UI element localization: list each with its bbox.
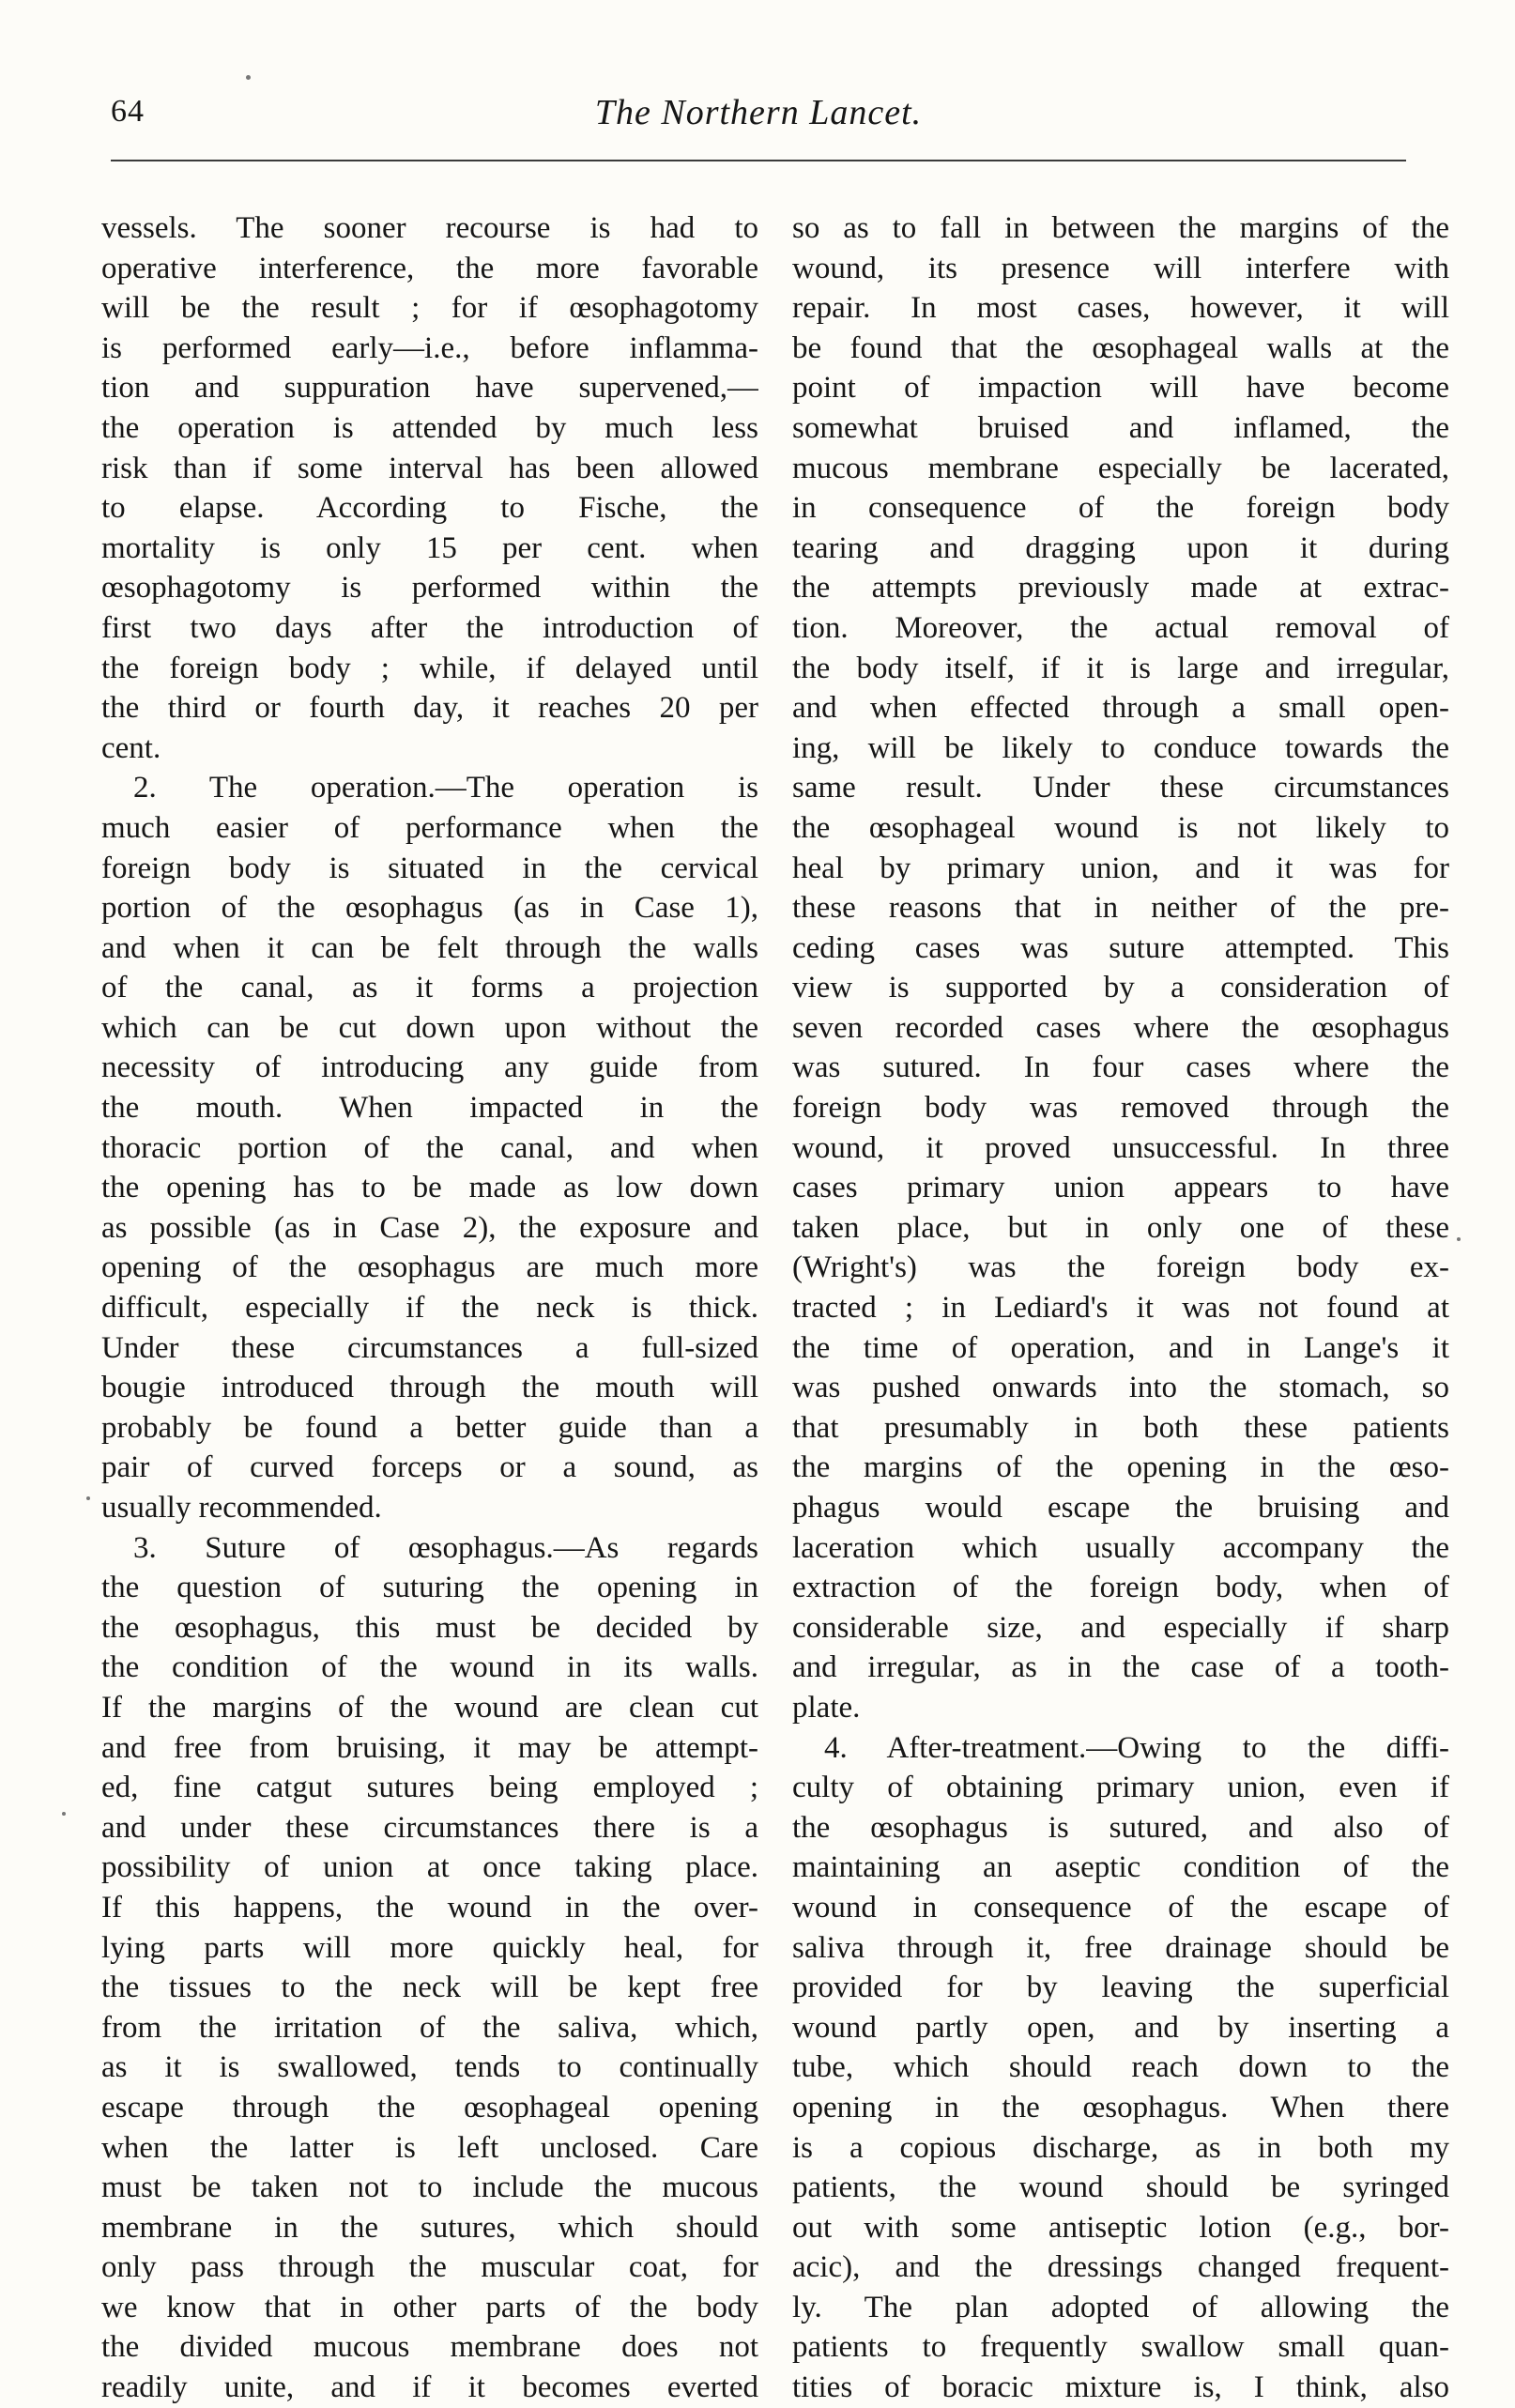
text-line: the opening has to be made as low down — [101, 1171, 758, 1205]
text-line: foreign body was removed through the — [792, 1091, 1449, 1126]
text-line: possibility of union at once taking place. — [101, 1850, 758, 1885]
text-line: first two days after the introduction of — [101, 610, 758, 645]
text-line: opening in the œsophagus. When there — [792, 2090, 1449, 2124]
text-line: when the latter is left unclosed. Care — [101, 2130, 758, 2165]
text-line: and under these circumstances there is a — [101, 1810, 758, 1845]
text-line: was pushed onwards into the stomach, so — [792, 1371, 1449, 1405]
text-line: risk than if some interval has been allowed — [101, 451, 758, 485]
text-line: the time of operation, and in Lange's it — [792, 1330, 1449, 1365]
page-number: 64 — [111, 94, 145, 129]
text-line: saliva through it, free drainage should be — [792, 1930, 1449, 1965]
text-line: is performed early—i.e., before inflamma- — [101, 330, 758, 365]
print-speck — [62, 1812, 66, 1816]
text-line: cent. — [101, 730, 161, 765]
text-line: membrane in the sutures, which should — [101, 2210, 758, 2245]
text-line: 4. After-treatment.—Owing to the diffi- — [824, 1730, 1449, 1765]
text-line: the œsophageal wound is not likely to — [792, 810, 1449, 845]
right-column — [792, 208, 1449, 2408]
text-line: extraction of the foreign body, when of — [792, 1571, 1449, 1605]
text-line: opening of the œsophagus are much more — [101, 1250, 758, 1285]
text-line: acic), and the dressings changed frequent- — [792, 2250, 1449, 2285]
text-line: the margins of the opening in the œso- — [792, 1450, 1449, 1485]
text-line: the mouth. When impacted in the — [101, 1091, 758, 1126]
text-line: phagus would escape the bruising and — [792, 1491, 1449, 1525]
text-line: that presumably in both these patients — [792, 1410, 1449, 1445]
text-line: necessity of introducing any guide from — [101, 1051, 758, 1085]
text-line: as possible (as in Case 2), the exposure and — [101, 1210, 758, 1245]
text-line: difficult, especially if the neck is thick. — [101, 1291, 758, 1326]
text-line: of the canal, as it forms a projection — [101, 971, 758, 1005]
text-line: laceration which usually accompany the — [792, 1530, 1449, 1565]
text-line: Under these circumstances a full-sized — [101, 1330, 758, 1365]
text-line: ing, will be likely to conduce towards the — [792, 730, 1449, 765]
text-line: mortality is only 15 per cent. when — [101, 530, 758, 565]
text-line: same result. Under these circumstances — [792, 771, 1449, 805]
text-line: the divided mucous membrane does not — [101, 2330, 758, 2365]
text-line: out with some antiseptic lotion (e.g., bor- — [792, 2210, 1449, 2245]
text-line: the operation is attended by much less — [101, 410, 758, 445]
text-line: the tissues to the neck will be kept free — [101, 1971, 758, 2005]
text-line: escape through the œsophageal opening — [101, 2090, 758, 2124]
text-line: wound in consequence of the escape of — [792, 1890, 1449, 1925]
text-line: somewhat bruised and inflamed, the — [792, 410, 1449, 445]
text-line: 3. Suture of œsophagus.—As regards — [133, 1530, 758, 1565]
text-line: so as to fall in between the margins of the — [792, 211, 1449, 245]
text-line: the condition of the wound in its walls. — [101, 1650, 758, 1685]
text-line: ly. The plan adopted of allowing the — [792, 2290, 1449, 2324]
text-line: lying parts will more quickly heal, for — [101, 1930, 758, 1965]
print-speck — [246, 75, 251, 80]
text-line: considerable size, and especially if sharp — [792, 1610, 1449, 1645]
text-line: vessels. The sooner recourse is had to — [101, 211, 758, 245]
header-rule — [111, 160, 1406, 161]
text-line: culty of obtaining primary union, even if — [792, 1771, 1449, 1805]
text-line: usually recommended. — [101, 1491, 382, 1525]
text-line: foreign body is situated in the cervical — [101, 851, 758, 885]
text-line: in consequence of the foreign body — [792, 491, 1449, 526]
text-line: thoracic portion of the canal, and when — [101, 1130, 758, 1165]
print-speck — [86, 1496, 90, 1500]
text-line: the attempts previously made at extrac- — [792, 571, 1449, 606]
text-line: we know that in other parts of the body — [101, 2290, 758, 2324]
text-line: portion of the œsophagus (as in Case 1), — [101, 891, 758, 926]
text-line: the third or fourth day, it reaches 20 per — [101, 691, 758, 726]
text-line: tities of boracic mixture is, I think, also — [792, 2370, 1449, 2405]
text-line: view is supported by a consideration of — [792, 971, 1449, 1005]
text-line: as it is swallowed, tends to continually — [101, 2050, 758, 2085]
text-line: (Wright's) was the foreign body ex- — [792, 1250, 1449, 1285]
text-line: and free from bruising, it may be attempt- — [101, 1730, 758, 1765]
text-line: probably be found a better guide than a — [101, 1410, 758, 1445]
text-line: and irregular, as in the case of a tooth- — [792, 1650, 1449, 1685]
text-line: is a copious discharge, as in both my — [792, 2130, 1449, 2165]
text-line: tracted ; in Lediard's it was not found at — [792, 1291, 1449, 1326]
text-line: heal by primary union, and it was for — [792, 851, 1449, 885]
running-title: The Northern Lancet. — [594, 93, 923, 132]
text-line: readily unite, and if it becomes everted — [101, 2370, 758, 2405]
print-speck — [1457, 1237, 1461, 1241]
text-line: only pass through the muscular coat, for — [101, 2250, 758, 2285]
text-line: provided for by leaving the superficial — [792, 1971, 1449, 2005]
text-line: bougie introduced through the mouth will — [101, 1371, 758, 1405]
text-line: patients, the wound should be syringed — [792, 2170, 1449, 2205]
text-line: the foreign body ; while, if delayed until — [101, 651, 758, 685]
text-line: must be taken not to include the mucous — [101, 2170, 758, 2205]
text-line: maintaining an aseptic condition of the — [792, 1850, 1449, 1885]
text-line: the œsophagus is sutured, and also of — [792, 1810, 1449, 1845]
text-line: will be the result ; for if œsophagotomy — [101, 291, 758, 326]
text-line: to elapse. According to Fische, the — [101, 491, 758, 526]
text-line: from the irritation of the saliva, which, — [101, 2010, 758, 2045]
text-line: wound partly open, and by inserting a — [792, 2010, 1449, 2045]
text-line: 2. The operation.—The operation is — [133, 771, 758, 805]
text-line: mucous membrane especially be lacerated, — [792, 451, 1449, 485]
text-line: which can be cut down upon without the — [101, 1010, 758, 1045]
text-line: much easier of performance when the — [101, 810, 758, 845]
text-line: tion. Moreover, the actual removal of — [792, 610, 1449, 645]
text-line: patients to frequently swallow small quan- — [792, 2330, 1449, 2365]
text-line: tube, which should reach down to the — [792, 2050, 1449, 2085]
text-line: wound, its presence will interfere with — [792, 251, 1449, 285]
text-line: the body itself, if it is large and irregular, — [792, 651, 1449, 685]
text-line: was sutured. In four cases where the — [792, 1051, 1449, 1085]
text-line: tearing and dragging upon it during — [792, 530, 1449, 565]
text-line: œsophagotomy is performed within the — [101, 571, 758, 606]
text-line: repair. In most cases, however, it will — [792, 291, 1449, 326]
page-header — [111, 90, 1406, 146]
text-line: cases primary union appears to have — [792, 1171, 1449, 1205]
text-line: be found that the œsophageal walls at the — [792, 330, 1449, 365]
text-line: point of impaction will have become — [792, 371, 1449, 406]
text-line: plate. — [792, 1690, 861, 1725]
text-line: taken place, but in only one of these — [792, 1210, 1449, 1245]
text-line: ceding cases was suture attempted. This — [792, 930, 1449, 965]
text-line: the œsophagus, this must be decided by — [101, 1610, 758, 1645]
text-line: pair of curved forceps or a sound, as — [101, 1450, 758, 1485]
left-column — [101, 208, 758, 2408]
text-line: operative interference, the more favorable — [101, 251, 758, 285]
text-line: the question of suturing the opening in — [101, 1571, 758, 1605]
text-line: these reasons that in neither of the pre- — [792, 891, 1449, 926]
text-line: and when it can be felt through the walls — [101, 930, 758, 965]
text-line: tion and suppuration have supervened,— — [101, 371, 758, 406]
text-line: seven recorded cases where the œsophagus — [792, 1010, 1449, 1045]
text-line: ed, fine catgut sutures being employed ; — [101, 1771, 758, 1805]
text-line: and when effected through a small open- — [792, 691, 1449, 726]
text-line: If the margins of the wound are clean cut — [101, 1690, 758, 1725]
text-line: wound, it proved unsuccessful. In three — [792, 1130, 1449, 1165]
text-line: If this happens, the wound in the over- — [101, 1890, 758, 1925]
